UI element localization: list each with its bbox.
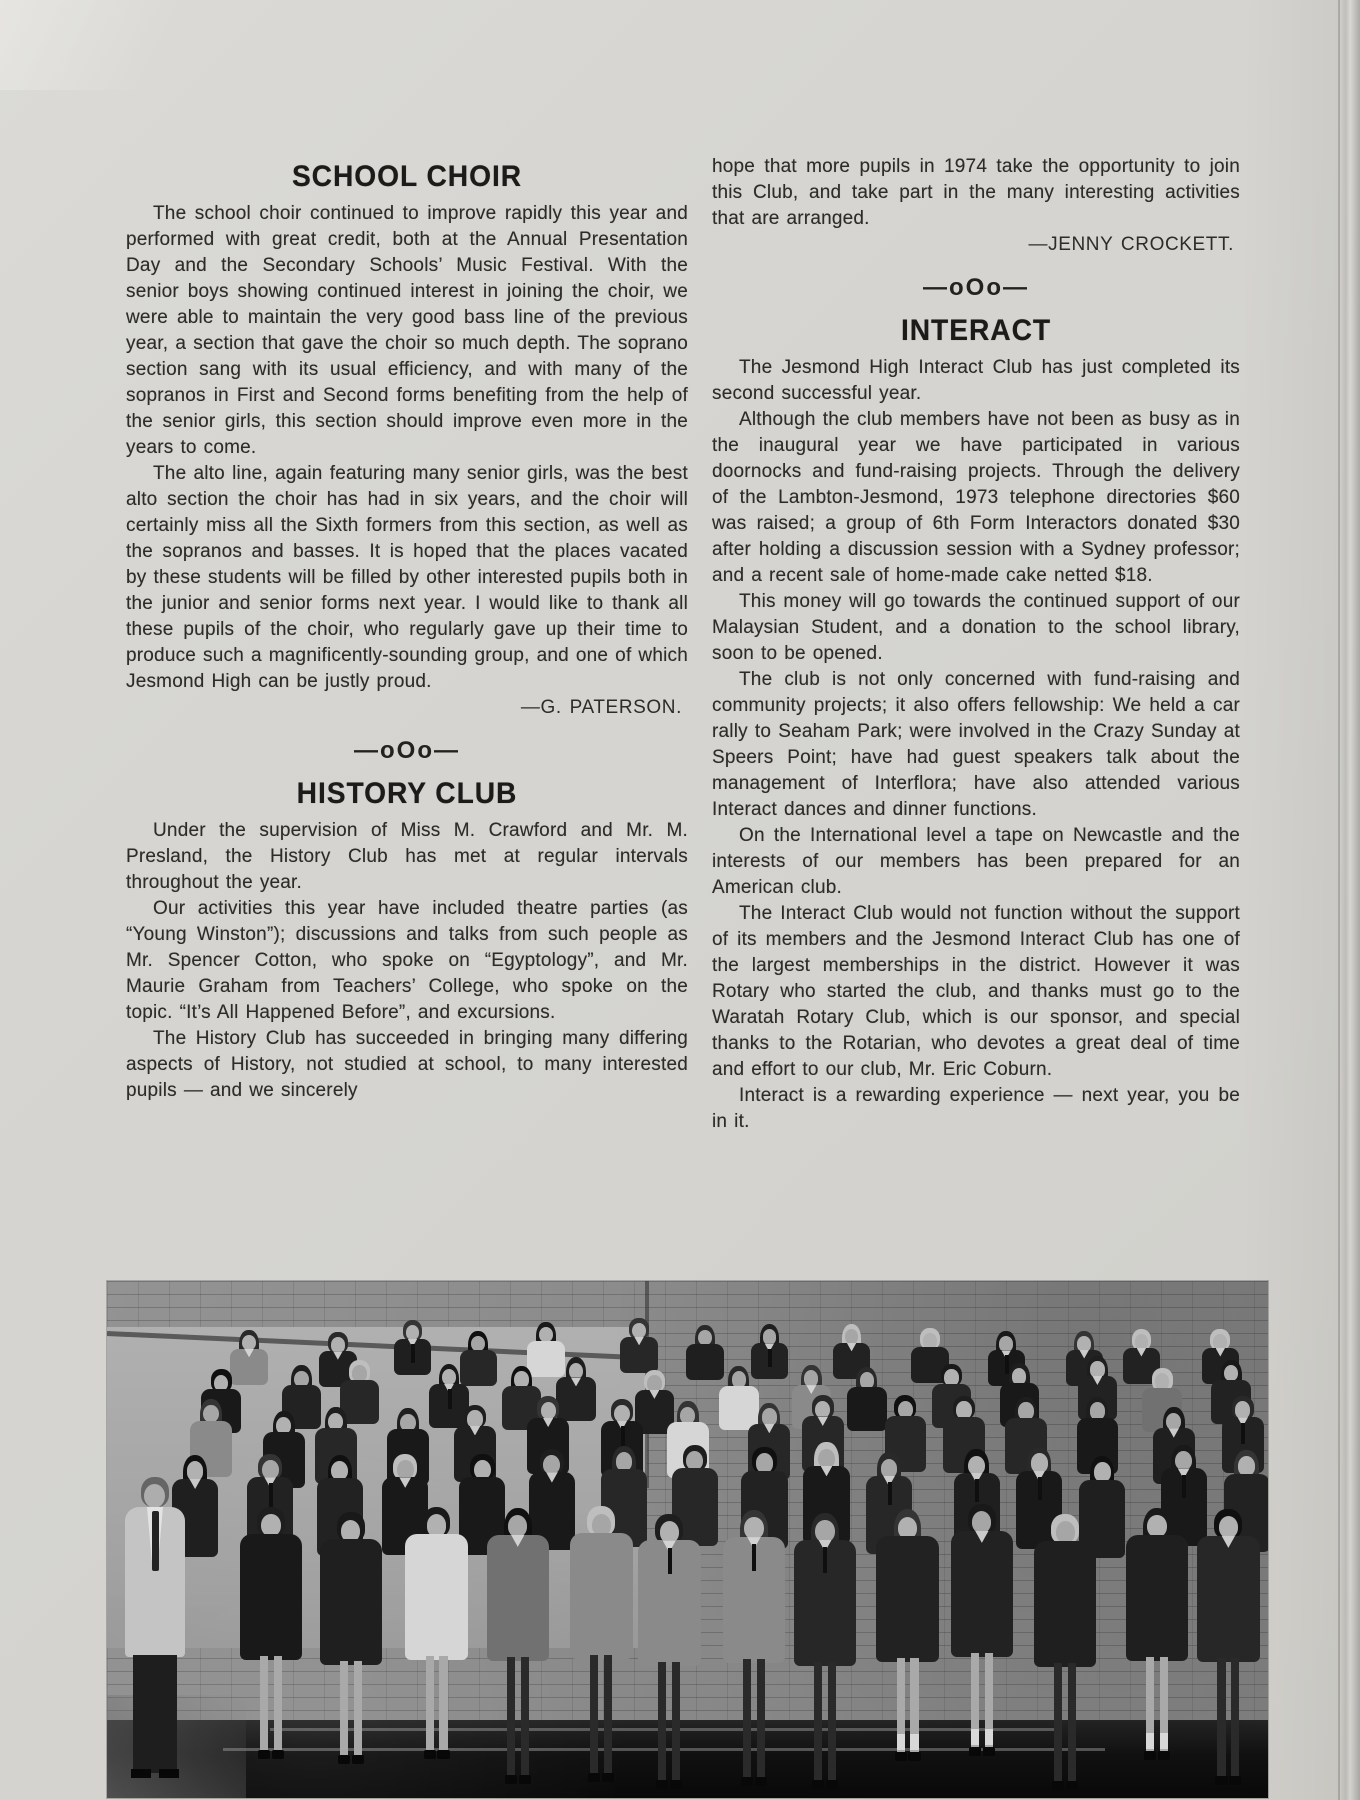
right-column (712, 154, 1240, 1135)
interact-paragraph-4: The club is not only concerned with fund-raising and community projects; it also offers fellowship: We held a car rally to Seaham Park; were involved in the Crazy Sunday at Speers Point; have had guest speakers talk about the management of Interflora; have also attended various Interact dances and dinner functions. (712, 669, 1240, 820)
photo-image-area (107, 1281, 1268, 1798)
torso (320, 1539, 382, 1665)
torso (847, 1387, 887, 1431)
tie (888, 1482, 892, 1505)
face (144, 1484, 165, 1508)
shoe (338, 1755, 350, 1764)
face (442, 1369, 456, 1386)
section-heading-school-choir: SCHOOL CHOIR (291, 160, 523, 193)
tie (768, 1349, 772, 1368)
torso (240, 1534, 302, 1660)
torso (951, 1531, 1013, 1657)
face (187, 1461, 204, 1480)
tie (1038, 1477, 1042, 1500)
shoe (602, 1773, 614, 1782)
torso (1126, 1535, 1188, 1661)
history-paragraph-2: Our activities this year have included theatre parties (as “Young Winston”); discussions and talks from such people as Mr. Spencer Cotton, who spoke on “Egyptology”, and Mr. Maurie Graham from Teachers’ College, who spoke on the topic. “It’s All Happened Before”, and excursions. (126, 898, 688, 1023)
tie (1005, 1355, 1009, 1374)
signature-jenny-crockett: —JENNY CROCKETT. (1028, 234, 1234, 255)
tie (269, 1483, 273, 1506)
tie (975, 1479, 979, 1502)
face (1094, 1462, 1111, 1481)
shoe (1052, 1781, 1064, 1790)
shoe (755, 1777, 767, 1786)
history-paragraph-3: The History Club has succeeded in bringing many differing aspects of History, not studied at school, to many interested pupils — and we sincerely (126, 1028, 688, 1101)
shoe (670, 1780, 682, 1789)
leg (590, 1655, 598, 1775)
face (541, 1402, 556, 1420)
tie (668, 1548, 672, 1574)
shoe (1144, 1751, 1156, 1760)
shoe (741, 1777, 753, 1786)
left-column (126, 160, 688, 1104)
interact-paragraph-3: This money will go towards the continued support of our Malaysian Student, and a donation to the school library, soon to be opened. (712, 591, 1240, 664)
section-divider-ornament: —oOo— (354, 737, 460, 764)
signature-g-paterson: —G. PATERSON. (520, 697, 682, 718)
leg (1231, 1658, 1239, 1778)
choir-members-group (107, 1281, 1268, 1798)
face (972, 1511, 991, 1533)
section-heading-history-club: HISTORY CLUB (296, 777, 518, 810)
tie (152, 1511, 159, 1571)
face (968, 1456, 985, 1475)
shoe (424, 1750, 436, 1759)
face (508, 1515, 527, 1537)
tie (1241, 1423, 1245, 1444)
interact-paragraph-7: Interact is a rewarding experience — next year, you be in it. (712, 1085, 1240, 1132)
tie (752, 1544, 756, 1570)
sock (985, 1729, 993, 1745)
face (1238, 1456, 1255, 1475)
choir-paragraph-1: The school choir continued to improve rapidly this year and performed with great credit, both at the Annual Presentation Day and the Secondary Schools’ Music Festival. With the senior boys showing continued interest in joining the choir, we were able to maintain the very good bass line of the previous year, a section that gave the choir so much depth. The soprano section sang with its usual efficiency, and with many of the sopranos in First and Second forms benefiting from the help of the senior girls, this section should improve even more in the years to come. (126, 203, 688, 458)
leg (1054, 1663, 1062, 1783)
leg (1068, 1663, 1076, 1783)
shoe (895, 1752, 907, 1761)
leg (604, 1655, 612, 1775)
torso (719, 1386, 759, 1430)
shoe (969, 1747, 981, 1756)
interact-paragraph-2: Although the club members have not been as busy as in the inaugural year we have participated in various doornocks and fund-raising projects. Through the delivery of the Lambton-Jesmond, 1973 telephone directories $60 was raised; a group of 6th Form Interactors donated $30 after holding a discussion session with a Sydney professor; and a recent sale of home-made cake netted $18. (712, 409, 1240, 586)
torso (460, 1350, 497, 1386)
face (756, 1453, 773, 1472)
torso (876, 1536, 938, 1662)
face (614, 1405, 629, 1423)
leg (658, 1662, 666, 1782)
shoe (352, 1755, 364, 1764)
shoe (505, 1775, 517, 1784)
face (1056, 1521, 1075, 1543)
leg (757, 1659, 765, 1779)
leg (340, 1661, 348, 1757)
face (203, 1405, 218, 1423)
shoe (159, 1769, 179, 1778)
shoe (1215, 1776, 1227, 1785)
section-heading-interact: INTERACT (900, 314, 1052, 347)
tie (621, 1426, 625, 1447)
shoe (272, 1750, 284, 1759)
page-edge-shadow (1338, 0, 1360, 1800)
leg (814, 1662, 822, 1782)
face (881, 1459, 898, 1478)
face (471, 1336, 485, 1352)
sock (971, 1729, 979, 1745)
tie (1182, 1475, 1186, 1498)
sock (910, 1734, 918, 1750)
choir-paragraph-2: The alto line, again featuring many senior girls, was the best alto section the choir has had in six years, and the choir will certainly miss all the Sixth formers from this section, as well as the sopranos and basses. It is hoped that the places vacated by these students will be filled by other interested pupils both in the junior and senior forms next year. I would like to thank all these pupils of the choir, who regularly gave up their time to produce such a magnificently-sounding group, and one of which Jesmond High can be justly proud. (126, 463, 688, 692)
torso (686, 1344, 723, 1380)
leg (828, 1662, 836, 1782)
torso (405, 1534, 467, 1660)
shoe (656, 1780, 668, 1789)
leg (743, 1659, 751, 1779)
leg (260, 1656, 268, 1752)
shoe (1066, 1781, 1078, 1790)
section-divider-ornament: —oOo— (923, 274, 1029, 301)
leg (439, 1656, 447, 1752)
shoe (826, 1780, 838, 1789)
sock (1160, 1733, 1168, 1749)
tie (411, 1344, 415, 1363)
face (1031, 1453, 1048, 1472)
leg (354, 1661, 362, 1757)
leg (1217, 1658, 1225, 1778)
interact-paragraph-6: The Interact Club would not function without the support of its members and the Jesmond Interact Club has one of the largest memberships in the district. However it was Rotary who started the club, and thanks must go to the Waratah Rotary Club, which is our sponsor, and special thanks to the Rotarian, who devotes a great deal of time and effort to our club, Mr. Eric Coburn. (712, 903, 1240, 1080)
torso (1197, 1536, 1259, 1662)
tie (823, 1547, 827, 1573)
face (815, 1520, 834, 1542)
face (1219, 1516, 1238, 1538)
shoe (1158, 1751, 1170, 1760)
tie (448, 1389, 452, 1409)
leg (672, 1662, 680, 1782)
torso (1034, 1541, 1096, 1667)
history-continuation-paragraph: hope that more pupils in 1974 take the opportunity to join this Club, and take part in the many interesting activities that are arranged. (712, 156, 1240, 229)
shoe (983, 1747, 995, 1756)
shoe (588, 1773, 600, 1782)
shoe (812, 1780, 824, 1789)
page-corner-highlight (0, 0, 220, 90)
history-paragraph-1: Under the supervision of Miss M. Crawford and Mr. M. Presland, the History Club has met at regular intervals throughout the year. (126, 820, 688, 893)
leg (521, 1657, 529, 1777)
face (1147, 1515, 1166, 1537)
interact-paragraph-1: The Jesmond High Interact Club has just completed its second successful year. (712, 357, 1240, 404)
sock (897, 1734, 905, 1750)
torso (570, 1533, 632, 1659)
sock (1146, 1733, 1154, 1749)
leg (507, 1657, 515, 1777)
shoe (908, 1752, 920, 1761)
interact-paragraph-5: On the International level a tape on Newcastle and the interests of our members has been prepared for an American club. (712, 825, 1240, 898)
face (261, 1514, 280, 1536)
torso (527, 1341, 564, 1377)
leg (274, 1656, 282, 1752)
shoe (131, 1769, 151, 1778)
choir-group-photo (107, 1281, 1268, 1798)
shoe (1229, 1776, 1241, 1785)
shoe (519, 1775, 531, 1784)
trousers (133, 1655, 177, 1773)
leg (426, 1656, 434, 1752)
torso (487, 1535, 549, 1661)
shoe (437, 1750, 449, 1759)
face (698, 1330, 712, 1346)
shoe (258, 1750, 270, 1759)
